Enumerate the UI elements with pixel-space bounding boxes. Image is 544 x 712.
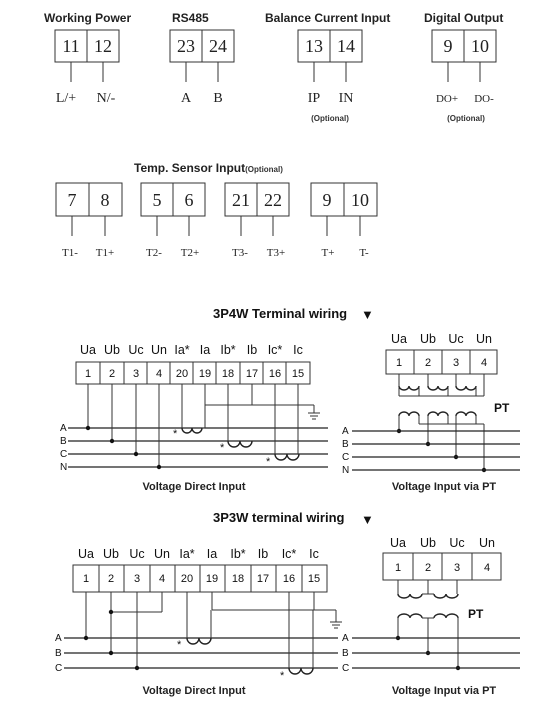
terminal-number: 10 <box>471 36 489 56</box>
line-label: N <box>60 462 68 473</box>
terminal-label: T- <box>359 247 369 259</box>
optional-note: (Optional) <box>311 114 349 123</box>
group-rs485 <box>170 11 234 106</box>
polarity-mark: * <box>266 456 271 468</box>
terminal-header: Uc <box>448 332 464 346</box>
terminal-label: B <box>213 91 223 106</box>
terminal-number: 4 <box>480 357 488 369</box>
line-label: B <box>342 648 349 659</box>
down-triangle-icon: ▼ <box>361 512 374 527</box>
pt-label: PT <box>468 607 484 621</box>
terminal-header: Ic <box>309 547 319 561</box>
group-digital-output <box>424 11 503 123</box>
line-label: C <box>342 452 350 463</box>
pt-input-diagram <box>342 536 520 697</box>
terminal-label: IN <box>338 91 354 106</box>
terminal-number: 19 <box>205 573 219 585</box>
terminal-header: Ib <box>246 343 258 357</box>
terminal-number: 5 <box>152 190 162 210</box>
terminal-header: Ib <box>257 547 269 561</box>
terminal-label: T2+ <box>180 247 200 259</box>
terminal-number: 22 <box>264 190 282 210</box>
terminal-number: 2 <box>107 573 115 585</box>
terminal-number: 3 <box>452 357 460 369</box>
polarity-mark: * <box>173 428 178 440</box>
terminal-header: Ic <box>293 343 303 357</box>
terminal-label: L/+ <box>55 91 77 106</box>
line-label: N <box>342 465 350 476</box>
terminal-number: 1 <box>84 368 92 380</box>
direct-input-diagram <box>55 547 342 697</box>
terminal-number: 18 <box>221 368 235 380</box>
diagram-caption: Voltage Input via PT <box>391 481 497 493</box>
direct-input-diagram <box>60 343 328 493</box>
line-label: C <box>60 449 68 460</box>
terminal-number: 16 <box>282 573 296 585</box>
group-balance-current <box>265 11 390 123</box>
terminal-header: Ia <box>206 547 218 561</box>
terminal-number: 20 <box>180 573 194 585</box>
terminal-header: Ub <box>420 536 436 550</box>
terminal-number: 20 <box>175 368 189 380</box>
group-temp-sensor <box>56 161 377 259</box>
terminal-label: T3+ <box>266 247 286 259</box>
diagram-caption: Voltage Input via PT <box>391 685 497 697</box>
terminal-label: T3- <box>232 247 248 259</box>
temp-title-sub: (Optional) <box>245 165 283 174</box>
pt-label: PT <box>494 401 510 415</box>
terminal-number: 16 <box>268 368 282 380</box>
terminal-header: Ic* <box>267 343 283 357</box>
terminal-number: 24 <box>209 36 227 56</box>
terminal-header: Ub <box>420 332 436 346</box>
terminal-label: DO- <box>474 93 494 105</box>
line-label: A <box>60 423 67 434</box>
line-label: C <box>342 663 350 674</box>
terminal-label: A <box>180 91 192 106</box>
terminal-header: Uc <box>129 547 145 561</box>
terminal-header: Ib* <box>230 547 246 561</box>
terminal-header: Uc <box>449 536 465 550</box>
terminal-header: Ub <box>104 343 120 357</box>
group-title: Working Power <box>44 11 132 25</box>
terminal-number: 10 <box>351 190 369 210</box>
group-title: Balance Current Input <box>265 11 391 25</box>
line-label: A <box>55 633 62 644</box>
section-3p3w <box>55 510 520 697</box>
line-label: A <box>342 426 349 437</box>
terminal-header: Ic* <box>281 547 297 561</box>
terminal-header: Ia <box>199 343 211 357</box>
terminal-number: 1 <box>82 573 90 585</box>
line-label: B <box>60 436 67 447</box>
terminal-number: 8 <box>100 190 110 210</box>
terminal-number: 14 <box>337 36 355 56</box>
down-triangle-icon: ▼ <box>361 307 374 322</box>
terminal-number: 1 <box>395 357 403 369</box>
terminal-number: 17 <box>256 573 270 585</box>
line-label: B <box>342 439 349 450</box>
polarity-mark: * <box>177 639 182 651</box>
terminal-header: Ua <box>80 343 96 357</box>
terminal-label: N/- <box>96 91 116 106</box>
terminal-number: 12 <box>94 36 112 56</box>
terminal-header: Ua <box>390 536 406 550</box>
section-title: 3P3W terminal wiring <box>213 510 345 525</box>
terminal-number: 4 <box>158 573 166 585</box>
terminal-label: T1- <box>62 247 78 259</box>
terminal-header: Un <box>154 547 170 561</box>
terminal-number: 1 <box>394 562 402 574</box>
terminal-number: 15 <box>291 368 305 380</box>
diagram-caption: Voltage Direct Input <box>142 481 246 493</box>
terminal-label: IP <box>307 91 321 106</box>
polarity-mark: * <box>280 670 285 682</box>
terminal-number: 3 <box>133 573 141 585</box>
terminal-number: 2 <box>424 357 432 369</box>
group-working-power <box>44 11 131 106</box>
terminal-number: 6 <box>184 190 194 210</box>
optional-note: (Optional) <box>447 114 485 123</box>
terminal-number: 18 <box>231 573 245 585</box>
terminal-number: 17 <box>245 368 259 380</box>
terminal-number: 2 <box>108 368 116 380</box>
terminal-header: Un <box>476 332 492 346</box>
terminal-number: 4 <box>155 368 163 380</box>
group-title: RS485 <box>172 11 209 25</box>
diagram-caption: Voltage Direct Input <box>142 685 246 697</box>
terminal-header: Un <box>151 343 167 357</box>
terminal-label: T+ <box>321 247 335 259</box>
group-title <box>134 161 283 175</box>
terminal-number: 9 <box>322 190 332 210</box>
line-label: A <box>342 633 349 644</box>
terminal-number: 13 <box>305 36 323 56</box>
line-label: C <box>55 663 63 674</box>
terminal-number: 23 <box>177 36 195 56</box>
terminal-label: T1+ <box>95 247 115 259</box>
terminal-header: Ib* <box>220 343 236 357</box>
terminal-header: Uc <box>128 343 144 357</box>
section-title: 3P4W Terminal wiring <box>213 306 348 321</box>
terminal-number: 19 <box>198 368 212 380</box>
group-title: Digital Output <box>424 11 504 25</box>
terminal-header: Ia* <box>174 343 190 357</box>
terminal-label: T2- <box>146 247 162 259</box>
terminal-header: Ua <box>78 547 94 561</box>
polarity-mark: * <box>220 442 225 454</box>
terminal-header: Ub <box>103 547 119 561</box>
terminal-number: 15 <box>307 573 321 585</box>
terminal-number: 7 <box>67 190 77 210</box>
terminal-number: 9 <box>443 36 453 56</box>
terminal-number: 3 <box>132 368 140 380</box>
terminal-number: 21 <box>232 190 250 210</box>
terminal-header: Ia* <box>179 547 195 561</box>
terminal-number: 11 <box>62 36 80 56</box>
temp-title-main: Temp. Sensor Input <box>134 161 246 175</box>
pt-input-diagram <box>342 332 520 493</box>
section-3p4w <box>60 306 520 493</box>
terminal-number: 4 <box>483 562 491 574</box>
terminal-number: 3 <box>453 562 461 574</box>
terminal-header: Un <box>479 536 495 550</box>
line-label: B <box>55 648 62 659</box>
terminal-label: DO+ <box>435 93 459 105</box>
terminal-number: 2 <box>424 562 432 574</box>
terminal-header: Ua <box>391 332 407 346</box>
